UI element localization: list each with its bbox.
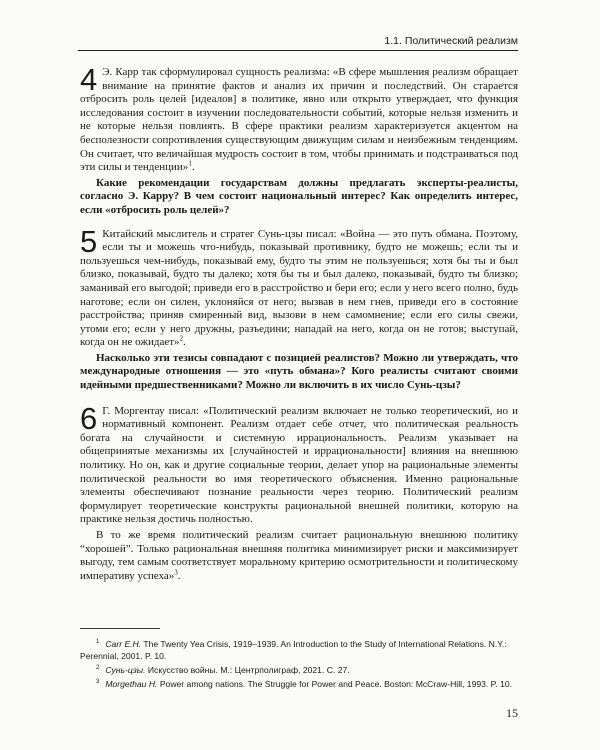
page-content xyxy=(80,62,518,583)
footnote-text: The Twenty Yea Crisis, 1919–1939. An Introduction to the Study of International Relations. N.Y.: Perennial, 2001. P. 10. xyxy=(80,638,507,661)
quote-carr: Э. Карр так сформулировал сущность реализма: «В сфере мышления реализм обращает внимание на принятие фактов и анализ их причин и последствий. Он старается отбросить роль целей [идеалов] в политике, явно или открыто утверждает, что функция исследования состоит в изучении последовательности событий, которые нельзя изменить и не которые нельзя повлиять. В сфере практики реализм характеризуется акцентом на бесполезности сопротивления существующим движущим силам и неизбежным тенденциям. Он считает, что величайшая мудрость состоит в том, чтобы принимать и подстраиваться под эти силы и тенденции» xyxy=(80,66,518,174)
exercise-4-question: Какие рекомендации государствам должны предлагать эксперты-реалисты, согласно Э. Карру? В чем состоит национальный интерес? Как определить интерес, если «отбросить роль целей»? xyxy=(80,176,518,216)
footnote-number: 1 xyxy=(96,639,100,645)
exercise-5 xyxy=(80,223,518,393)
footnote-ref: 2 xyxy=(179,334,184,343)
footnote-number: 2 xyxy=(96,664,100,671)
quote-sun-tzu: Китайский мыслитель и стратег Сунь-цзы писал: «Война — это путь обмана. Поэтому, если ты и можешь что-нибудь, показывай противнику, будто не можешь; если ты и пользуешься чем-нибудь, показывай ему, будто ты этим не пользуешься; хотя бы ты и был близко, показывай, будто ты далеко; хотя бы ты и был далеко, показывай, будто ты близко; заманивай его выгодой; приведи его в расстройство и бери его; если у него всего полно, будь наготове; если он силен, уклоняйся от него; вызвав в нем гнев, приведи его в состояние расстройства; приняв смиренный вид, вызови в нем самомнение; если его силы свежи, утоми его; если у него дружны, разъедини; нападай на него, когда он не готов; выступай, когда он не ожидает» xyxy=(80,227,518,349)
exercise-6-text xyxy=(80,400,518,527)
exercise-6-continuation: В то же время политический реализм считает рациональную внешнюю политику “хорошей”. Только рациональная внешняя политика минимизирует риски и максимизирует выгоду, тем самым соответствует моральному критерию осмотрительности и политическому императиву успеха»$^3$. xyxy=(80,529,518,582)
footnote-author: Morgethau H. xyxy=(105,678,158,689)
footnote xyxy=(80,636,518,662)
footnotes xyxy=(80,636,518,690)
footnote xyxy=(80,676,518,690)
exercise-number: 4 xyxy=(80,62,98,97)
footnote-text: Power among nations. The Struggle for Power and Peace. Boston: McCraw-Hill, 1993. P. 10. xyxy=(159,678,513,689)
footnote-number: 3 xyxy=(96,678,100,685)
exercise-4 xyxy=(80,62,518,218)
quote-morgenthau: Г. Моргентау писал: «Политический реализм включает не только теоретический, но и нормативный компонент. Реализм отдает себе отчет, что политическая реальность богата на случайности и системную иррациональность. Реализм указывает на общепринятые механизмы их [случайностей и иррациональности] влияния на внешнюю политику. Но он, как и другие социальные теории, делает упор на рациональные элементы политической реальности во имя теоретического объяснения. Именно рациональные элементы обеспечивают познание реальности через теорию. Политический реализм формулирует теоретические конструкты рациональной внешней политики, которую на практике нельзя достичь полностью. xyxy=(80,404,518,526)
footnote-divider xyxy=(80,628,160,629)
footnote-text: Искусство войны. М.: Центрполиграф, 2021. С. 27. xyxy=(147,664,350,675)
exercise-number: 6 xyxy=(80,400,98,436)
quote-morgenthau-continued: В то же время политический реализм считает рациональную внешнюю политику “хорошей”. Только рациональная внешняя политика минимизирует риски и максимизирует выгоду, тем самым соответствует моральному критерию осмотрительности и политическому императиву успеха» xyxy=(80,529,518,582)
page-number: 15 xyxy=(506,706,518,720)
exercise-5-question: Насколько эти тезисы совпадают с позицией реалистов? Можно ли утверждать, что международные отношения — это «путь обмана»? Кого реалисты считают своими идейными предшественниками? Можно ли включить в их число Сунь-цзы? xyxy=(80,351,518,392)
footnote-author: Сунь-цзы. xyxy=(105,664,146,675)
footnote xyxy=(80,662,518,676)
footnote-author: Carr E.H. xyxy=(105,638,142,649)
footnote-ref: 3 xyxy=(174,568,178,577)
exercise-5-text: 5 Китайский мыслитель и стратег Сунь-цзы писал: «Война — это путь обмана. Поэтому, если ты и можешь что-нибудь, показывай противнику, будто не можешь; если ты и пользуешься чем-нибудь, показывай ему, будто ты этим не пользуешься; хотя бы ты и был близко, показывай, будто ты далеко; хотя бы ты и был далеко, показывай, будто ты близко; заманивай его выгодой; приведи его в расстройство и бери его; если у него всего полно, будь наготове; если он силен, уклоняйся от него; вызвав в нем гнев, приведи его в состояние расстройства; приняв смиренный вид, вызови в нем самомнение; если его силы свежи, утоми его; если у него дружны, разъедини; нападай на него, когда он не готов; выступай, когда он не ожидает»$^2$. xyxy=(80,223,518,349)
footnote-ref: 1 xyxy=(188,159,192,168)
exercise-6 xyxy=(80,400,518,584)
exercise-number: 5 xyxy=(80,223,98,259)
running-head: 1.1. Политический реализм xyxy=(78,35,518,51)
exercise-4-text: 4 Э. Карр так сформулировал сущность реализма: «В сфере мышления реализм обращает внимание на принятие фактов и анализ их причин и последствий. Он старается отбросить роль целей [идеалов] в политике, явно или открыто утверждает, что функция исследования состоит в изучении последовательности событий, которые нельзя изменить и не которые нельзя повлиять. В сфере практики реализм характеризуется акцентом на бесполезности сопротивления существующим движущим силам и неизбежным тенденциям. Он считает, что величайшая мудрость состоит в том, чтобы принимать и подстраиваться под эти силы и тенденции»$^1$. xyxy=(80,62,518,174)
